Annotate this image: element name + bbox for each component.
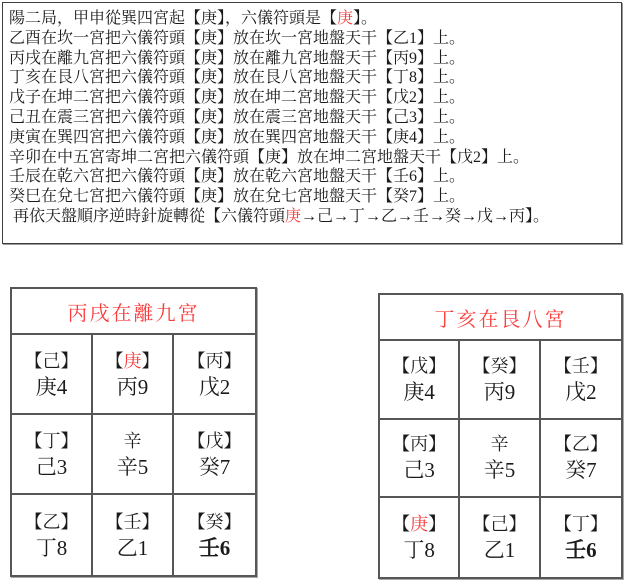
bracket-open: 【 (553, 514, 572, 535)
stem-char: 丙 (410, 434, 429, 455)
palace-grid (380, 341, 621, 577)
table-title: 丙戌在離九宮 (12, 289, 255, 335)
text-line (9, 207, 617, 227)
heaven-stem (25, 430, 79, 452)
bracket-close: 】 (223, 430, 242, 451)
text-segment: 戊子在坤二宮把六儀符頭【庚】放在坤二宮地盤天干【戊2】上。 (9, 89, 466, 107)
grid-cell (174, 495, 255, 575)
bracket-close: 】 (508, 355, 527, 376)
heaven-stem (106, 511, 160, 533)
stem-char: 癸 (490, 355, 509, 376)
bracket-open: 【 (187, 511, 206, 532)
table-bingxu-ligong (10, 287, 257, 577)
heaven-stem (472, 513, 526, 535)
bracket-open: 【 (187, 430, 206, 451)
bracket-close: 】 (589, 514, 608, 535)
text-line (9, 88, 617, 108)
instruction-text-box (2, 2, 622, 244)
heaven-stem (392, 513, 446, 535)
text-segment: 己丑在震三宮把六儀符頭【庚】放在震三宮地盤天干【己3】上。 (9, 108, 466, 126)
text-line (9, 148, 617, 168)
text-line (9, 187, 617, 207)
earth-stem: 辛5 (483, 458, 516, 483)
text-segment-red: 庚 (337, 10, 354, 27)
earth-stem: 丁8 (403, 538, 435, 563)
grid-cell (174, 415, 255, 495)
bracket-close: 】 (428, 514, 447, 535)
heaven-stem (25, 350, 79, 372)
grid-cell (380, 498, 460, 577)
earth-stem: 庚4 (35, 374, 68, 399)
bracket-open: 【 (24, 430, 43, 451)
stem-char: 己 (42, 350, 61, 371)
bracket-close: 】 (60, 350, 79, 371)
earth-stem: 癸7 (198, 454, 231, 479)
text-segment: 丁亥在艮八宮把六儀符頭【庚】放在艮八宮地盤天干【丁8】上。 (9, 69, 466, 87)
earth-stem: 壬6 (565, 538, 597, 563)
grid-cell (460, 420, 540, 499)
heaven-stem (25, 511, 79, 533)
bracket-open: 【 (24, 350, 43, 371)
stem-char: 戊 (410, 355, 429, 376)
text-segment: 乙酉在坎一宮把六儀符頭【庚】放在坎一宮地盤天干【乙1】上。 (9, 29, 466, 47)
stem-char: 戊 (205, 430, 224, 451)
earth-stem: 乙1 (116, 535, 149, 560)
earth-stem: 庚4 (403, 379, 435, 404)
earth-stem: 丙9 (483, 379, 516, 404)
text-line (9, 128, 617, 148)
heaven-stem (188, 430, 242, 452)
text-segment: 壬辰在乾六宮把六儀符頭【庚】放在乾六宮地盤天干【壬6】上。 (9, 168, 466, 186)
palace-grid (12, 335, 255, 575)
grid-cell (460, 498, 540, 577)
text-segment: 】。 (353, 10, 378, 27)
bracket-open: 【 (392, 514, 411, 535)
bracket-open: 【 (392, 434, 411, 455)
earth-stem: 戊2 (198, 374, 231, 399)
bracket-close: 】 (141, 511, 160, 532)
bracket-open: 【 (105, 511, 124, 532)
bracket-open: 【 (553, 355, 572, 376)
grid-cell (541, 341, 621, 420)
text-segment: 再依天盤順序逆時針旋轉從【六儀符頭 (9, 207, 286, 225)
earth-stem: 丁8 (35, 535, 68, 560)
heaven-stem (392, 433, 446, 455)
heaven-stem (554, 355, 608, 377)
heaven-stem (188, 511, 242, 533)
grid-cell (380, 420, 460, 499)
text-line (9, 9, 617, 29)
text-segment: 庚寅在巽四宮把六儀符頭【庚】放在巽四宮地盤天干【庚4】上。 (9, 128, 466, 146)
grid-cell (541, 420, 621, 499)
grid-cell (380, 341, 460, 420)
bracket-close: 】 (60, 430, 79, 451)
bracket-close: 】 (428, 355, 447, 376)
bracket-open: 【 (105, 350, 124, 371)
stem-char: 乙 (42, 511, 61, 532)
stem-char: 辛 (123, 430, 142, 451)
earth-stem: 壬6 (198, 535, 231, 560)
grid-cell (460, 341, 540, 420)
text-segment: 丙戌在離九宮把六儀符頭【庚】放在離九宮地盤天干【丙9】上。 (9, 49, 466, 67)
heaven-stem (490, 433, 508, 455)
text-segment: 癸巳在兌七宮把六儀符頭【庚】放在兌七宮地盤天干【癸7】上。 (9, 188, 466, 206)
bracket-close: 】 (589, 355, 608, 376)
earth-stem: 辛5 (116, 454, 149, 479)
bracket-open: 【 (472, 514, 491, 535)
text-segment: 辛卯在中五宮寄坤二宮把六儀符頭【庚】放在坤二宮地盤天干【戊2】上。 (9, 148, 530, 166)
heaven-stem (554, 433, 608, 455)
stem-char: 丁 (42, 430, 61, 451)
earth-stem: 癸7 (565, 458, 597, 483)
bracket-open: 【 (187, 350, 206, 371)
bracket-close: 】 (428, 434, 447, 455)
stem-char: 丙 (205, 350, 224, 371)
stem-char: 庚 (123, 350, 142, 371)
grid-cell (12, 335, 93, 415)
stem-char: 庚 (410, 514, 429, 535)
stem-char: 壬 (123, 511, 142, 532)
stem-char: 壬 (571, 355, 590, 376)
earth-stem: 己3 (35, 454, 68, 479)
text-segment: →己→丁→乙→壬→癸→戊→丙】。 (301, 207, 550, 225)
earth-stem: 己3 (403, 458, 435, 483)
text-line (9, 167, 617, 187)
grid-cell (12, 415, 93, 495)
grid-cell (174, 335, 255, 415)
grid-cell (93, 335, 174, 415)
text-line (9, 108, 617, 128)
text-segment: 陽二局，甲申從巽四宮起【庚】，六儀符頭是【 (9, 10, 338, 27)
bracket-close: 】 (223, 511, 242, 532)
text-line (9, 49, 617, 69)
bracket-open: 【 (392, 355, 411, 376)
earth-stem: 戊2 (565, 379, 597, 404)
text-line (9, 68, 617, 88)
earth-stem: 丙9 (116, 374, 149, 399)
stem-char: 乙 (571, 434, 590, 455)
bracket-close: 】 (223, 350, 242, 371)
bracket-open: 【 (472, 355, 491, 376)
grid-cell (93, 415, 174, 495)
stem-char: 辛 (490, 434, 509, 455)
bracket-close: 】 (508, 514, 527, 535)
stem-char: 丁 (571, 514, 590, 535)
earth-stem: 乙1 (483, 538, 516, 563)
grid-cell (93, 495, 174, 575)
heaven-stem (392, 355, 446, 377)
bracket-open: 【 (553, 434, 572, 455)
bracket-close: 】 (60, 511, 79, 532)
heaven-stem (124, 430, 142, 452)
grid-cell (12, 495, 93, 575)
bracket-close: 】 (589, 434, 608, 455)
stem-char: 己 (490, 514, 509, 535)
table-title: 丁亥在艮八宮 (380, 295, 621, 341)
heaven-stem (106, 350, 160, 372)
grid-cell (541, 498, 621, 577)
heaven-stem (188, 350, 242, 372)
bracket-close: 】 (141, 350, 160, 371)
table-dinghai-gengong (378, 293, 623, 579)
text-line (9, 29, 617, 49)
stem-char: 癸 (205, 511, 224, 532)
heaven-stem (472, 355, 526, 377)
text-segment-red: 庚 (285, 207, 302, 225)
heaven-stem (554, 513, 608, 535)
bracket-open: 【 (24, 511, 43, 532)
